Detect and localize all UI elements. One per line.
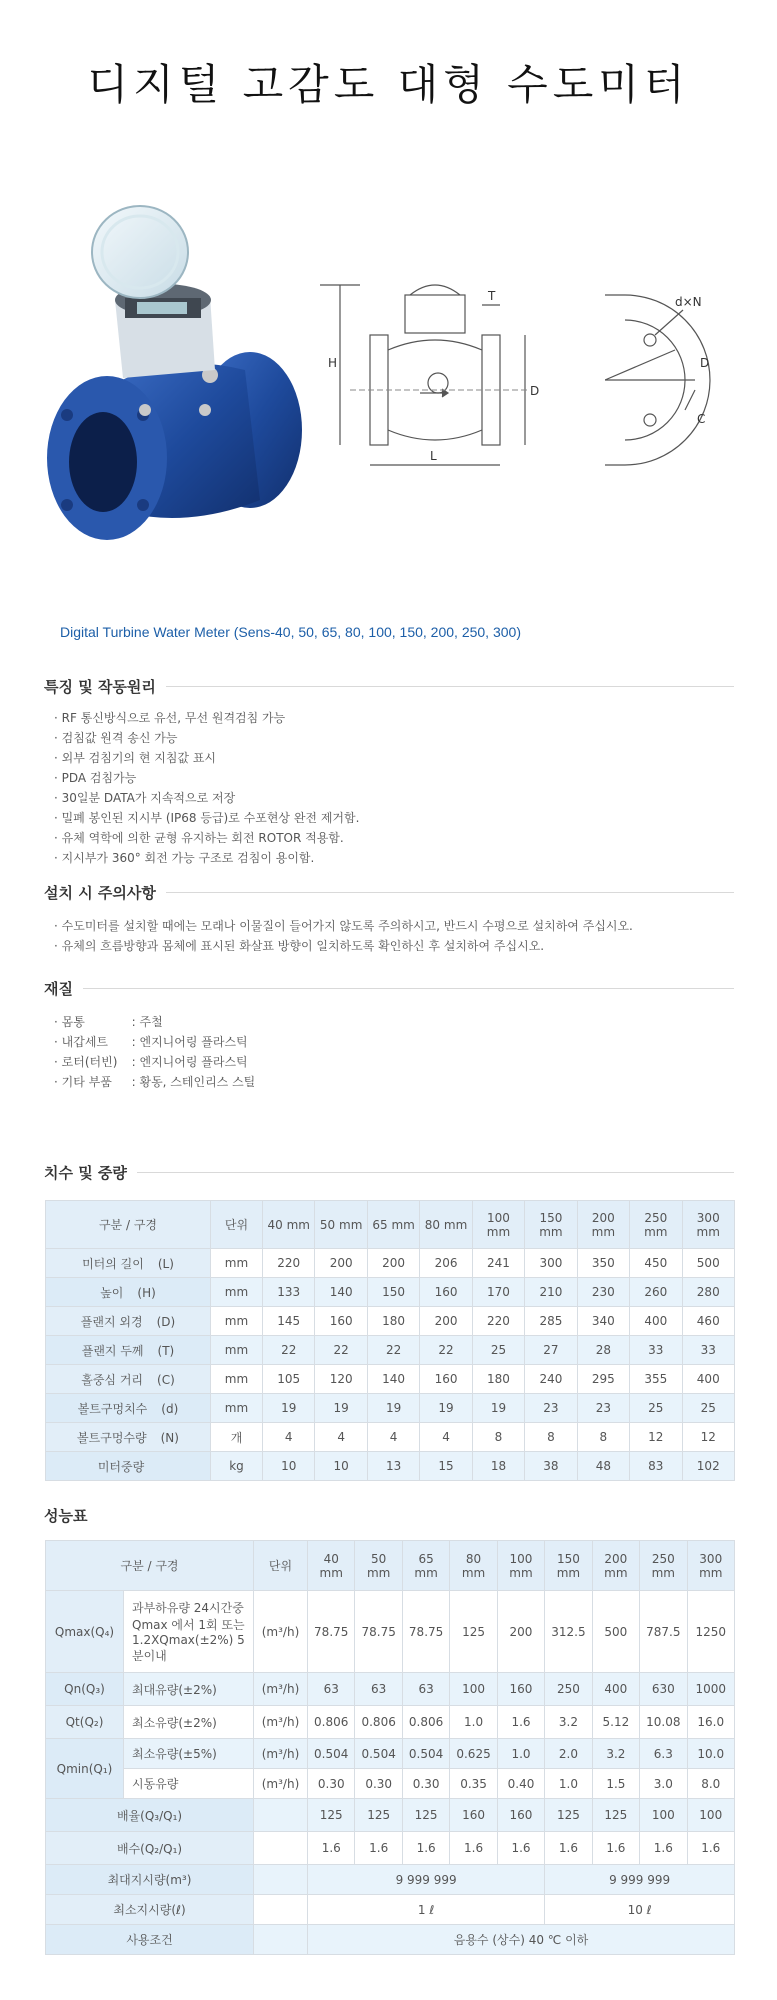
value-cell: 22 [367, 1336, 419, 1365]
row-label: 최대지시량(m³) [46, 1865, 254, 1895]
table-row [46, 1673, 735, 1706]
unit-cell: (m³/h) [254, 1739, 308, 1769]
row-label: 배수(Q₂/Q₁) [46, 1832, 254, 1865]
value-cell: 160 [497, 1799, 544, 1832]
value-cell: 1.0 [497, 1739, 544, 1769]
value-cell: 100 [640, 1799, 687, 1832]
value-cell: 8 [577, 1423, 629, 1452]
row-label [46, 1278, 211, 1307]
value-cell: 0.30 [308, 1769, 355, 1799]
value-cell: 500 [682, 1249, 735, 1278]
value-cell: 250 [545, 1673, 592, 1706]
row-name: 볼트구멍수량 [77, 1430, 147, 1445]
unit-cell: mm [211, 1336, 263, 1365]
value-cell: 23 [525, 1394, 577, 1423]
value-cell: 8.0 [687, 1769, 734, 1799]
header-cell: 100 mm [472, 1201, 524, 1249]
value-cell: 0.504 [402, 1739, 449, 1769]
value-cell: 6.3 [640, 1739, 687, 1769]
value-cell: 28 [577, 1336, 629, 1365]
value-cell: 0.625 [450, 1739, 497, 1769]
value-cell: 25 [630, 1394, 682, 1423]
row-label: Qt(Q₂) [46, 1706, 124, 1739]
value-cell: 63 [402, 1673, 449, 1706]
row-symbol: (C) [157, 1372, 175, 1387]
value-cell: 19 [420, 1394, 472, 1423]
row-label: Qn(Q₃) [46, 1673, 124, 1706]
value-cell: 10 [315, 1452, 367, 1481]
performance-heading-text: 성능표 [44, 1507, 88, 1525]
list-item [54, 1032, 255, 1052]
material-list [54, 1012, 255, 1092]
value-cell: 400 [682, 1365, 735, 1394]
unit-cell [254, 1925, 308, 1955]
value-cell: 83 [630, 1452, 682, 1481]
value-cell: 78.75 [402, 1591, 449, 1673]
value-cell: 125 [450, 1591, 497, 1673]
row-desc: 최대유량(±2%) [124, 1673, 254, 1706]
row-label: 최소지시량(ℓ) [46, 1895, 254, 1925]
row-label: Qmin(Q₁) [46, 1739, 124, 1799]
row-label [46, 1423, 211, 1452]
table-row [46, 1249, 735, 1278]
material-key: 내갑세트 [61, 1035, 109, 1049]
value-cell: 0.504 [308, 1739, 355, 1769]
row-name: 미터중량 [97, 1459, 145, 1474]
row-symbol: (D) [156, 1314, 176, 1329]
list-item: · 외부 검침기의 현 지침값 표시 [54, 748, 359, 768]
dimensions-heading-text: 치수 및 중량 [44, 1164, 127, 1182]
value-cell: 5.12 [592, 1706, 639, 1739]
value-cell: 200 [420, 1307, 472, 1336]
header-cell: 150 mm [545, 1541, 592, 1591]
list-item: · PDA 검침가능 [54, 768, 359, 788]
table-row [46, 1336, 735, 1365]
table-row [46, 1423, 735, 1452]
header-cell: 50 mm [315, 1201, 367, 1249]
list-item: · 밀폐 봉인된 지시부 (IP68 등급)로 수포현상 완전 제거함. [54, 808, 359, 828]
value-cell: 4 [315, 1423, 367, 1452]
value-cell: 1.0 [545, 1769, 592, 1799]
unit-cell: 개 [211, 1423, 263, 1452]
row-name: 미터의 길이 [82, 1256, 144, 1271]
value-cell: 125 [308, 1799, 355, 1832]
row-symbol: (H) [137, 1285, 156, 1300]
product-subtitle: Digital Turbine Water Meter (Sens-40, 50, 65, 80, 100, 150, 200, 250, 300) [60, 624, 521, 640]
value-cell: 2.0 [545, 1739, 592, 1769]
row-desc: 시동유량 [124, 1769, 254, 1799]
row-name: 플랜지 두께 [81, 1343, 144, 1358]
value-cell: 100 [450, 1673, 497, 1706]
header-cell: 40 mm [263, 1201, 315, 1249]
value-cell: 22 [420, 1336, 472, 1365]
value-cell: 180 [367, 1307, 419, 1336]
row-desc: 최소유량(±5%) [124, 1739, 254, 1769]
table-row [46, 1706, 735, 1739]
value-cell: 3.2 [592, 1739, 639, 1769]
features-heading-text: 특징 및 작동원리 [44, 678, 156, 696]
dimensions-heading [44, 1162, 734, 1183]
value-cell: 630 [640, 1673, 687, 1706]
value-cell: 295 [577, 1365, 629, 1394]
row-name: 플랜지 외경 [80, 1314, 143, 1329]
material-value: : 엔지니어링 플라스틱 [131, 1035, 248, 1049]
value-cell: 125 [355, 1799, 402, 1832]
features-heading [44, 676, 734, 697]
row-symbol: (d) [161, 1401, 179, 1416]
material-value: : 주철 [131, 1015, 163, 1029]
unit-cell: mm [211, 1249, 263, 1278]
unit-cell: mm [211, 1307, 263, 1336]
front-dimension-drawing [320, 255, 560, 485]
value-cell: 22 [263, 1336, 315, 1365]
value-cell: 4 [367, 1423, 419, 1452]
header-cell: 구분 / 구경 [46, 1201, 211, 1249]
unit-cell: (m³/h) [254, 1591, 308, 1673]
value-cell: 340 [577, 1307, 629, 1336]
list-item [54, 1052, 255, 1072]
value-cell: 1.6 [497, 1706, 544, 1739]
row-label [46, 1249, 211, 1278]
row-label [46, 1365, 211, 1394]
value-cell: 210 [525, 1278, 577, 1307]
header-cell: 250 mm [630, 1201, 682, 1249]
value-cell: 0.30 [355, 1769, 402, 1799]
header-cell: 65 mm [402, 1541, 449, 1591]
value-cell: 9 999 999 [545, 1865, 735, 1895]
drawing-label-h: H [328, 356, 338, 370]
value-cell: 450 [630, 1249, 682, 1278]
value-cell: 4 [420, 1423, 472, 1452]
value-cell: 3.0 [640, 1769, 687, 1799]
value-cell: 230 [577, 1278, 629, 1307]
value-cell: 312.5 [545, 1591, 592, 1673]
value-cell: 1.0 [450, 1706, 497, 1739]
table-header-row [46, 1201, 735, 1249]
value-cell: 220 [263, 1249, 315, 1278]
row-label: Qmax(Q₄) [46, 1591, 124, 1673]
table-row [46, 1799, 735, 1832]
header-cell: 300 mm [682, 1201, 735, 1249]
header-cell: 단위 [211, 1201, 263, 1249]
value-cell: 125 [592, 1799, 639, 1832]
value-cell: 22 [315, 1336, 367, 1365]
install-list [54, 916, 633, 956]
value-cell: 133 [263, 1278, 315, 1307]
value-cell: 125 [545, 1799, 592, 1832]
value-cell: 1.6 [402, 1832, 449, 1865]
value-cell: 160 [315, 1307, 367, 1336]
value-cell: 8 [525, 1423, 577, 1452]
list-item: · 유체의 흐름방향과 몸체에 표시된 화살표 방향이 일치하도록 확인하신 후 설치하여 주십시오. [54, 936, 633, 956]
value-cell: 10.0 [687, 1739, 734, 1769]
value-cell: 140 [367, 1365, 419, 1394]
value-cell: 음용수 (상수) 40 ℃ 이하 [308, 1925, 735, 1955]
value-cell: 19 [367, 1394, 419, 1423]
value-cell: 350 [577, 1249, 629, 1278]
value-cell: 125 [402, 1799, 449, 1832]
value-cell: 170 [472, 1278, 524, 1307]
list-item: · 30일분 DATA가 지속적으로 저장 [54, 788, 359, 808]
row-label: 배율(Q₃/Q₁) [46, 1799, 254, 1832]
drawing-label-t: T [488, 289, 496, 303]
value-cell: 4 [263, 1423, 315, 1452]
unit-cell: (m³/h) [254, 1769, 308, 1799]
value-cell: 1.6 [355, 1832, 402, 1865]
value-cell: 12 [630, 1423, 682, 1452]
row-label [46, 1452, 211, 1481]
value-cell: 19 [472, 1394, 524, 1423]
material-heading-text: 재질 [44, 980, 73, 998]
value-cell: 19 [315, 1394, 367, 1423]
value-cell: 63 [355, 1673, 402, 1706]
value-cell: 0.806 [402, 1706, 449, 1739]
table-row [46, 1452, 735, 1481]
value-cell: 285 [525, 1307, 577, 1336]
value-cell: 1000 [687, 1673, 734, 1706]
table-row [46, 1895, 735, 1925]
unit-cell [254, 1895, 308, 1925]
table-row [46, 1865, 735, 1895]
value-cell: 25 [682, 1394, 735, 1423]
table-row [46, 1925, 735, 1955]
value-cell: 1.6 [687, 1832, 734, 1865]
value-cell: 33 [630, 1336, 682, 1365]
value-cell: 0.504 [355, 1739, 402, 1769]
value-cell: 160 [497, 1673, 544, 1706]
list-item: · 지시부가 360° 회전 가능 구조로 검침이 용이함. [54, 848, 359, 868]
drawing-label-d: D [530, 384, 540, 398]
value-cell: 1.6 [450, 1832, 497, 1865]
value-cell: 13 [367, 1452, 419, 1481]
unit-cell: mm [211, 1278, 263, 1307]
value-cell: 280 [682, 1278, 735, 1307]
value-cell: 500 [592, 1591, 639, 1673]
value-cell: 19 [263, 1394, 315, 1423]
value-cell: 206 [420, 1249, 472, 1278]
install-heading-text: 설치 시 주의사항 [44, 884, 156, 902]
unit-cell: (m³/h) [254, 1673, 308, 1706]
header-cell: 40 mm [308, 1541, 355, 1591]
value-cell: 1.5 [592, 1769, 639, 1799]
value-cell: 100 [687, 1799, 734, 1832]
header-cell: 80 mm [420, 1201, 472, 1249]
value-cell: 1.6 [545, 1832, 592, 1865]
material-value: : 엔지니어링 플라스틱 [131, 1055, 248, 1069]
drawing-label-d-side: D [700, 356, 710, 370]
value-cell: 140 [315, 1278, 367, 1307]
row-symbol: (N) [160, 1430, 179, 1445]
value-cell: 0.40 [497, 1769, 544, 1799]
material-heading [44, 978, 734, 999]
value-cell: 0.30 [402, 1769, 449, 1799]
list-item: · 유체 역학에 의한 균형 유지하는 회전 ROTOR 적용함. [54, 828, 359, 848]
value-cell: 0.35 [450, 1769, 497, 1799]
row-symbol: (T) [157, 1343, 175, 1358]
table-row [46, 1307, 735, 1336]
table-row [46, 1365, 735, 1394]
value-cell: 27 [525, 1336, 577, 1365]
header-cell: 구분 / 구경 [46, 1541, 254, 1591]
list-item: · 수도미터를 설치할 때에는 모래나 이물질이 들어가지 않도록 주의하시고, 반드시 수평으로 설치하여 주십시오. [54, 916, 633, 936]
value-cell: 150 [367, 1278, 419, 1307]
value-cell: 1.6 [640, 1832, 687, 1865]
value-cell: 10 [263, 1452, 315, 1481]
value-cell: 10.08 [640, 1706, 687, 1739]
value-cell: 300 [525, 1249, 577, 1278]
table-header-row [46, 1541, 735, 1591]
header-cell: 250 mm [640, 1541, 687, 1591]
header-cell: 단위 [254, 1541, 308, 1591]
row-symbol: (L) [157, 1256, 174, 1271]
row-desc: 최소유량(±2%) [124, 1706, 254, 1739]
header-cell: 100 mm [497, 1541, 544, 1591]
value-cell: 400 [630, 1307, 682, 1336]
drawing-label-c: C [697, 412, 706, 426]
material-key: 몸통 [61, 1015, 85, 1029]
value-cell: 400 [592, 1673, 639, 1706]
header-cell: 50 mm [355, 1541, 402, 1591]
unit-cell: mm [211, 1394, 263, 1423]
value-cell: 78.75 [308, 1591, 355, 1673]
value-cell: 260 [630, 1278, 682, 1307]
value-cell: 1250 [687, 1591, 734, 1673]
value-cell: 102 [682, 1452, 735, 1481]
table-row [46, 1394, 735, 1423]
row-name: 볼트구멍치수 [77, 1401, 148, 1416]
value-cell: 63 [308, 1673, 355, 1706]
value-cell: 460 [682, 1307, 735, 1336]
value-cell: 200 [315, 1249, 367, 1278]
value-cell: 48 [577, 1452, 629, 1481]
value-cell: 105 [263, 1365, 315, 1394]
value-cell: 0.806 [308, 1706, 355, 1739]
value-cell: 240 [525, 1365, 577, 1394]
value-cell: 12 [682, 1423, 735, 1452]
table-row [46, 1832, 735, 1865]
row-desc: 과부하유량 24시간중 Qmax 에서 1회 또는 1.2XQmax(±2%) 5분이내 [124, 1591, 254, 1673]
table-row [46, 1769, 735, 1799]
value-cell: 38 [525, 1452, 577, 1481]
value-cell: 33 [682, 1336, 735, 1365]
unit-cell [254, 1832, 308, 1865]
table-row [46, 1278, 735, 1307]
value-cell: 1.6 [308, 1832, 355, 1865]
row-name: 홀중심 거리 [81, 1372, 144, 1387]
value-cell: 1 ℓ [308, 1895, 545, 1925]
value-cell: 1.6 [497, 1832, 544, 1865]
value-cell: 23 [577, 1394, 629, 1423]
value-cell: 200 [497, 1591, 544, 1673]
value-cell: 160 [420, 1365, 472, 1394]
row-name: 높이 [100, 1285, 124, 1300]
water-meter-photo [45, 200, 315, 560]
unit-cell: (m³/h) [254, 1706, 308, 1739]
product-hero [45, 200, 735, 580]
value-cell: 145 [263, 1307, 315, 1336]
features-list [54, 708, 359, 868]
value-cell: 78.75 [355, 1591, 402, 1673]
performance-heading [44, 1505, 734, 1526]
list-item [54, 1072, 255, 1092]
value-cell: 16.0 [687, 1706, 734, 1739]
value-cell: 9 999 999 [308, 1865, 545, 1895]
unit-cell [254, 1865, 308, 1895]
value-cell: 15 [420, 1452, 472, 1481]
unit-cell: mm [211, 1365, 263, 1394]
header-cell: 65 mm [367, 1201, 419, 1249]
value-cell: 200 [367, 1249, 419, 1278]
list-item: · 검침값 원격 송신 가능 [54, 728, 359, 748]
material-value: : 황동, 스테인리스 스틸 [131, 1075, 256, 1089]
list-item: · RF 통신방식으로 유선, 무선 원격검침 가능 [54, 708, 359, 728]
material-key: 기타 부품 [61, 1075, 112, 1089]
drawing-label-l: L [430, 449, 437, 463]
value-cell: 241 [472, 1249, 524, 1278]
install-heading [44, 882, 734, 903]
heading-divider [166, 892, 734, 893]
value-cell: 25 [472, 1336, 524, 1365]
value-cell: 8 [472, 1423, 524, 1452]
row-label [46, 1394, 211, 1423]
value-cell: 1.6 [592, 1832, 639, 1865]
value-cell: 180 [472, 1365, 524, 1394]
list-item [54, 1012, 255, 1032]
value-cell: 0.806 [355, 1706, 402, 1739]
row-label [46, 1336, 211, 1365]
header-cell: 80 mm [450, 1541, 497, 1591]
table-row [46, 1591, 735, 1673]
header-cell: 150 mm [525, 1201, 577, 1249]
value-cell: 3.2 [545, 1706, 592, 1739]
heading-divider [83, 988, 734, 989]
value-cell: 355 [630, 1365, 682, 1394]
header-cell: 300 mm [687, 1541, 734, 1591]
unit-cell: kg [211, 1452, 263, 1481]
side-flange-drawing [605, 280, 765, 480]
value-cell: 10 ℓ [545, 1895, 735, 1925]
value-cell: 220 [472, 1307, 524, 1336]
drawing-label-dn: d×N [675, 295, 702, 309]
row-label [46, 1307, 211, 1336]
heading-divider [137, 1172, 734, 1173]
value-cell: 787.5 [640, 1591, 687, 1673]
dimensions-table [45, 1200, 735, 1481]
value-cell: 120 [315, 1365, 367, 1394]
value-cell: 160 [450, 1799, 497, 1832]
value-cell: 160 [420, 1278, 472, 1307]
table-row [46, 1739, 735, 1769]
value-cell: 18 [472, 1452, 524, 1481]
performance-table [45, 1540, 735, 1955]
header-cell: 200 mm [592, 1541, 639, 1591]
header-cell: 200 mm [577, 1201, 629, 1249]
heading-divider [166, 686, 734, 687]
unit-cell [254, 1799, 308, 1832]
page-title: 디지털 고감도 대형 수도미터 [87, 60, 690, 109]
row-label: 사용조건 [46, 1925, 254, 1955]
material-key: 로터(터빈) [61, 1055, 118, 1069]
